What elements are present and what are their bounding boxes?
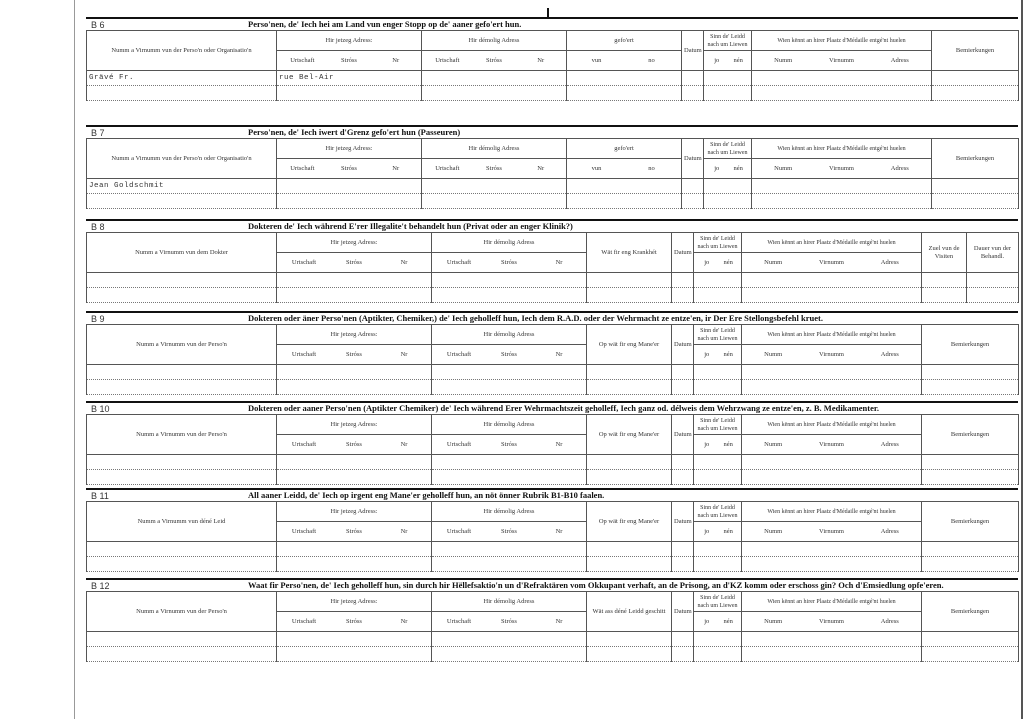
sub-nr: Nr bbox=[400, 527, 408, 535]
sub-street: Stróss bbox=[346, 350, 362, 358]
sub-medal-name: Numm bbox=[764, 527, 783, 535]
sub-town: Urtschaft bbox=[446, 617, 472, 625]
col-current-addr: Hir jetzeg Adress: bbox=[277, 502, 432, 522]
sub-street: Stróss bbox=[346, 440, 362, 448]
col-alive: Sinn de' Leidd nach um Liewen bbox=[704, 31, 752, 51]
entry-name[interactable]: Jean Goldschmit bbox=[87, 179, 277, 194]
col-manner: Op wät fir eng Mane'er bbox=[587, 502, 672, 542]
col-name: Numm a Virnumm vun der Perso'n bbox=[87, 415, 277, 455]
col-visits: Zuel vun de Visiten bbox=[922, 233, 967, 273]
col-medal: Wien kënnt an hirer Plaatz d'Médaille entgé'nt huelen bbox=[742, 592, 922, 612]
sub-no: nén bbox=[723, 440, 733, 448]
col-medal: Wien kënnt an hirer Plaatz d'Médaille entgé'nt huelen bbox=[742, 325, 922, 345]
sub-medal-addr: Adress bbox=[890, 164, 909, 172]
section-id: B 8 bbox=[91, 222, 105, 232]
sub-no: nén bbox=[723, 617, 733, 625]
sub-no: nén bbox=[723, 350, 733, 358]
sub-from: vun bbox=[591, 56, 602, 64]
section-id: B 12 bbox=[91, 581, 110, 591]
sub-yes: jo bbox=[714, 56, 720, 64]
section-id: B 7 bbox=[91, 128, 105, 138]
sub-yes: jo bbox=[704, 617, 710, 625]
col-remarks: Bemierkungen bbox=[922, 502, 1019, 542]
section-id: B 9 bbox=[91, 314, 105, 324]
sub-medal-addr: Adress bbox=[880, 258, 899, 266]
sub-town: Urtschaft bbox=[435, 56, 460, 64]
col-remarks: Bemierkungen bbox=[922, 325, 1019, 365]
sub-street: Stróss bbox=[486, 164, 502, 172]
form-table bbox=[86, 591, 1019, 662]
col-manner: Op wät fir eng Mane'er bbox=[587, 325, 672, 365]
sub-medal-addr: Adress bbox=[880, 527, 899, 535]
col-name: Numm a Virnumm vun der Perso'n oder Organisatio'n bbox=[87, 31, 277, 71]
col-date: Datum bbox=[672, 233, 694, 273]
col-medal: Wien kënnt an hirer Plaatz d'Médaille entgé'nt huelen bbox=[742, 502, 922, 522]
sub-nr: Nr bbox=[400, 440, 408, 448]
sub-from: vun bbox=[591, 164, 602, 172]
section-title: All aaner Leidd, de' Iech op irgent eng Mane'er geholleff hun, an nöt önner Rubrik B1-B10 faalen. bbox=[248, 490, 605, 500]
col-medal: Wien kënnt an hirer Plaatz d'Médaille entgé'nt huelen bbox=[742, 233, 922, 253]
sub-medal-first: Virnumm bbox=[819, 350, 844, 358]
sub-town: Urtschaft bbox=[446, 440, 472, 448]
sub-street: Stróss bbox=[346, 617, 362, 625]
form-table bbox=[86, 232, 1019, 303]
col-alive: Sinn de' Leidd nach um Liewen bbox=[694, 592, 742, 612]
sub-street: Stróss bbox=[501, 617, 517, 625]
sub-medal-name: Numm bbox=[774, 56, 793, 64]
col-name: Numm a Virnumm vun déné Leid bbox=[87, 502, 277, 542]
form-table bbox=[86, 30, 1019, 101]
col-remarks: Bemierkungen bbox=[922, 592, 1019, 632]
col-date: Datum bbox=[682, 139, 704, 179]
sub-town: Urtschaft bbox=[290, 56, 315, 64]
col-date: Datum bbox=[682, 31, 704, 71]
sub-medal-addr: Adress bbox=[880, 617, 899, 625]
sub-medal-first: Virnumm bbox=[819, 617, 844, 625]
col-what-happened: Wät ass déné Leidd geschitt bbox=[587, 592, 672, 632]
sub-town: Urtschaft bbox=[446, 527, 472, 535]
section-title: Perso'nen, de' Iech iwert d'Grenz gefo'ert hun (Passeuren) bbox=[248, 127, 461, 137]
sub-town: Urtschaft bbox=[291, 617, 317, 625]
col-remarks: Bemierkungen bbox=[932, 139, 1019, 179]
sub-nr: Nr bbox=[392, 164, 400, 172]
sub-nr: Nr bbox=[537, 56, 545, 64]
col-name: Numm a Virnumm vun der Perso'n oder Organisatio'n bbox=[87, 139, 277, 179]
sub-nr: Nr bbox=[400, 350, 408, 358]
sub-yes: jo bbox=[704, 258, 710, 266]
sub-town: Urtschaft bbox=[291, 258, 317, 266]
sub-nr: Nr bbox=[555, 617, 563, 625]
sub-nr: Nr bbox=[400, 258, 408, 266]
sub-street: Stróss bbox=[501, 258, 517, 266]
sub-medal-name: Numm bbox=[774, 164, 793, 172]
sub-nr: Nr bbox=[555, 527, 563, 535]
sub-nr: Nr bbox=[555, 350, 563, 358]
sub-town: Urtschaft bbox=[291, 440, 317, 448]
col-manner: Op wät fir eng Mane'er bbox=[587, 415, 672, 455]
sub-medal-first: Virnumm bbox=[819, 527, 844, 535]
sub-medal-name: Numm bbox=[764, 617, 783, 625]
sub-yes: jo bbox=[704, 527, 710, 535]
col-former-addr: Hir démolig Adress bbox=[432, 325, 587, 345]
col-name: Numm a Virnumm vun der Perso'n bbox=[87, 592, 277, 632]
col-name: Numm a Virnumm vun der Perso'n bbox=[87, 325, 277, 365]
section-id: B 10 bbox=[91, 404, 110, 414]
sub-nr: Nr bbox=[400, 617, 408, 625]
sub-yes: jo bbox=[704, 350, 710, 358]
form-table bbox=[86, 324, 1019, 395]
section-title: Dokteren oder aaner Perso'nen (Aptikter Chemiker) de' Iech während Erer Wehrmachtszeit geholleff, Iech ganz od. délweis dem Wehrzwang ze entze'en, z. B. Medikamenter. bbox=[248, 403, 879, 413]
col-remarks: Bemierkungen bbox=[922, 415, 1019, 455]
sub-yes: jo bbox=[704, 440, 710, 448]
entry-name[interactable]: Grävé Fr. bbox=[87, 71, 277, 86]
sub-street: Stróss bbox=[501, 440, 517, 448]
sub-medal-addr: Adress bbox=[880, 440, 899, 448]
sub-nr: Nr bbox=[555, 440, 563, 448]
col-former-addr: Hir démolig Adress bbox=[432, 502, 587, 522]
col-name: Numm a Virnumm vun dem Dokter bbox=[87, 233, 277, 273]
page-left-edge bbox=[74, 0, 75, 719]
sub-town: Urtschaft bbox=[291, 350, 317, 358]
form-table bbox=[86, 501, 1019, 572]
sub-medal-addr: Adress bbox=[890, 56, 909, 64]
col-current-addr: Hir jetzeg Adress: bbox=[277, 139, 422, 159]
sub-street: Stróss bbox=[346, 258, 362, 266]
section-id: B 6 bbox=[91, 20, 105, 30]
section-title: Dokteren oder äner Perso'nen (Aptikter, Chemiker,) de' Iech geholleff hun, Iech dem R.A.D. oder der Wehrmacht ze entze'en, ir Der Ere Stellongsbefehl kruet. bbox=[248, 313, 823, 323]
sub-no: nén bbox=[733, 164, 743, 172]
col-former-addr: Hir démolig Adress bbox=[432, 233, 587, 253]
col-current-addr: Hir jetzeg Adress: bbox=[277, 233, 432, 253]
col-date: Datum bbox=[672, 325, 694, 365]
col-duration: Dauer vun der Behandl. bbox=[967, 233, 1019, 273]
col-date: Datum bbox=[672, 415, 694, 455]
sub-town: Urtschaft bbox=[291, 527, 317, 535]
sub-town: Urtschaft bbox=[446, 258, 472, 266]
sub-town: Urtschaft bbox=[435, 164, 460, 172]
col-remarks: Bemierkungen bbox=[932, 31, 1019, 71]
sub-medal-name: Numm bbox=[764, 258, 783, 266]
sub-nr: Nr bbox=[392, 56, 400, 64]
section-title: Perso'nen, de' Iech hei am Land vun enger Stopp op de' aaner gefo'ert hun. bbox=[248, 19, 522, 29]
col-alive: Sinn de' Leidd nach um Liewen bbox=[704, 139, 752, 159]
sub-town: Urtschaft bbox=[446, 350, 472, 358]
col-date: Datum bbox=[672, 502, 694, 542]
col-medal: Wien kënnt an hirer Plaatz d'Médaille entgé'nt huelen bbox=[752, 139, 932, 159]
col-alive: Sinn de' Leidd nach um Liewen bbox=[694, 233, 742, 253]
sub-medal-first: Virnumm bbox=[819, 258, 844, 266]
col-date: Datum bbox=[672, 592, 694, 632]
sub-yes: jo bbox=[714, 164, 720, 172]
sub-to: no bbox=[648, 56, 655, 64]
col-former-addr: Hir démolig Adress bbox=[432, 592, 587, 612]
sub-street: Stróss bbox=[341, 164, 357, 172]
form-table bbox=[86, 138, 1019, 209]
section-title: Dokteren de' Iech während E'rer Illegalite't behandelt hun (Privat oder an enger Klinik?) bbox=[248, 221, 573, 231]
col-former-addr: Hir démolig Adress bbox=[422, 139, 567, 159]
sub-medal-addr: Adress bbox=[880, 350, 899, 358]
col-flown: gefo'ert bbox=[567, 139, 682, 159]
col-alive: Sinn de' Leidd nach um Liewen bbox=[694, 325, 742, 345]
sub-town: Urtschaft bbox=[290, 164, 315, 172]
col-current-addr: Hir jetzeg Adress: bbox=[277, 415, 432, 435]
sub-no: nén bbox=[723, 258, 733, 266]
col-illness: Wät fir eng Krankhét bbox=[587, 233, 672, 273]
section-id: B 11 bbox=[91, 491, 109, 501]
sub-medal-name: Numm bbox=[764, 440, 783, 448]
sub-nr: Nr bbox=[555, 258, 563, 266]
col-current-addr: Hir jetzeg Adress: bbox=[277, 592, 432, 612]
sub-street: Stróss bbox=[501, 527, 517, 535]
sub-medal-name: Numm bbox=[764, 350, 783, 358]
page-right-edge bbox=[1021, 0, 1023, 719]
sub-no: nén bbox=[723, 527, 733, 535]
col-flown: gefo'ert bbox=[567, 31, 682, 51]
col-medal: Wien kënnt an hirer Plaatz d'Médaille entgé'nt huelen bbox=[742, 415, 922, 435]
sub-nr: Nr bbox=[537, 164, 545, 172]
col-current-addr: Hir jetzeg Adress: bbox=[277, 325, 432, 345]
sub-street: Stróss bbox=[486, 56, 502, 64]
col-former-addr: Hir démolig Adress bbox=[432, 415, 587, 435]
form-table bbox=[86, 414, 1019, 485]
section-title: Waat fir Perso'nen, de' Iech geholleff hun, sin durch hir Hëllefsaktio'n un d'Refraktären vom Okkupant verhaft, an de Prisong, an d'KZ komm oder erschoss gin? Och d'Emsiedlung opfe'eren. bbox=[248, 580, 944, 590]
col-alive: Sinn de' Leidd nach um Liewen bbox=[694, 415, 742, 435]
entry-street[interactable]: rue Bel-Air bbox=[277, 71, 422, 86]
col-former-addr: Hir démolig Adress bbox=[422, 31, 567, 51]
top-tick-mark bbox=[547, 8, 549, 17]
sub-to: no bbox=[648, 164, 655, 172]
sub-no: nén bbox=[733, 56, 743, 64]
sub-street: Stróss bbox=[341, 56, 357, 64]
sub-medal-first: Virnumm bbox=[829, 164, 854, 172]
sub-medal-first: Virnumm bbox=[819, 440, 844, 448]
sub-street: Stróss bbox=[346, 527, 362, 535]
sub-medal-first: Virnumm bbox=[829, 56, 854, 64]
col-current-addr: Hir jetzeg Adress: bbox=[277, 31, 422, 51]
sub-street: Stróss bbox=[501, 350, 517, 358]
col-alive: Sinn de' Leidd nach um Liewen bbox=[694, 502, 742, 522]
col-medal: Wien kënnt an hirer Plaatz d'Médaille entgé'nt huelen bbox=[752, 31, 932, 51]
